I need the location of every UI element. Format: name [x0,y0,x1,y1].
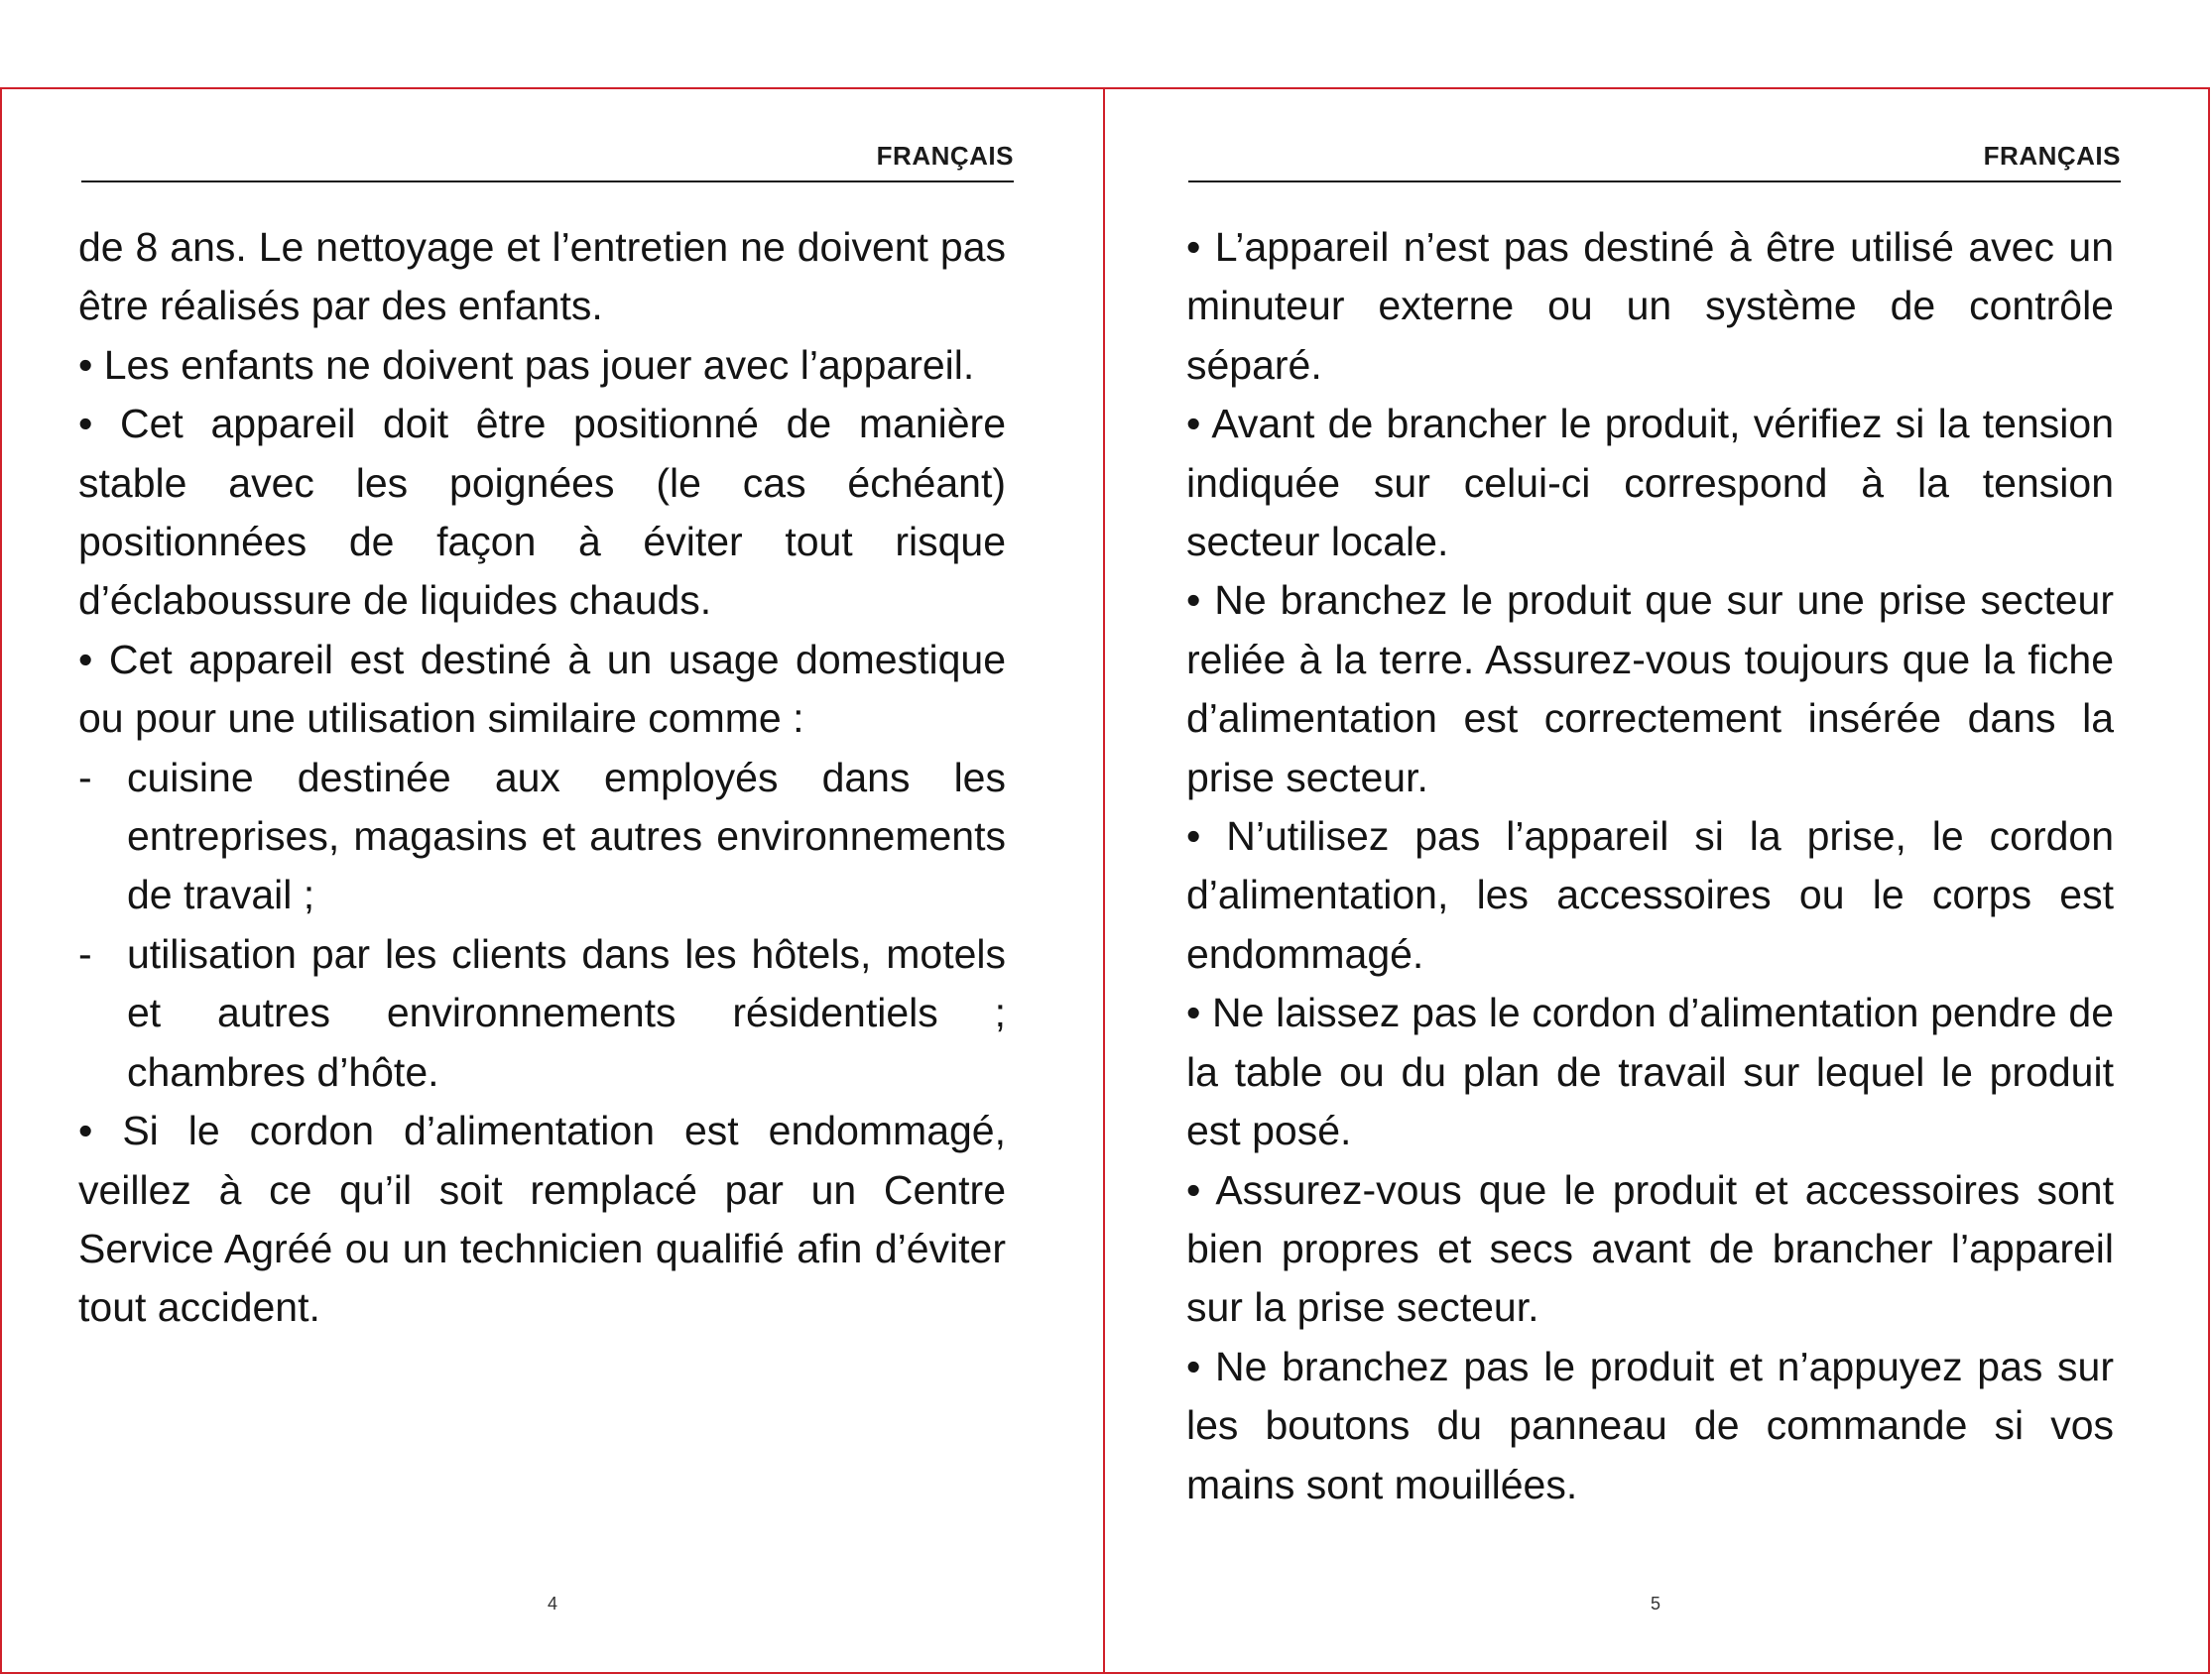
page-number: 5 [1650,1594,1660,1614]
dash-list-item [78,749,1006,925]
page-header [81,141,1014,182]
language-label: FRANÇAIS [876,141,1014,171]
paragraph: • N’utilisez pas l’appareil si la prise, le cordon d’alimentation, les accessoires ou le corps est endommagé. [1186,813,2114,977]
paragraph: • L’appareil n’est pas destiné à être utilisé avec un minuteur externe ou un système de contrôle séparé. [1186,224,2114,388]
right-page [1103,87,2210,1674]
paragraph: de 8 ans. Le nettoyage et l’entretien ne doivent pas être réalisés par des enfants. [78,224,1006,329]
paragraph: • Ne branchez pas le produit et n’appuyez pas sur les boutons du panneau de commande si vos mains sont mouillées. [1186,1343,2114,1507]
paragraph: • Si le cordon d’alimentation est endommagé, veillez à ce qu’il soit remplacé par un Centre Service Agréé ou un technicien qualifié afin d’éviter tout accident. [78,1108,1006,1331]
page-header [1188,141,2121,182]
document-spread [0,87,2210,1674]
paragraph: • Ne branchez le produit que sur une prise secteur reliée à la terre. Assurez-vous toujours que la fiche d’alimentation est correctement insérée dans la prise secteur. [1186,577,2114,800]
paragraph: • Les enfants ne doivent pas jouer avec l’appareil. [78,341,975,388]
language-label: FRANÇAIS [1983,141,2121,171]
dash-list-item [78,925,1006,1102]
dash-marker: - [78,930,92,977]
paragraph: • Avant de brancher le produit, vérifiez si la tension indiquée sur celui-ci correspond à la tension secteur locale. [1186,401,2114,565]
page-body [1186,218,2114,1514]
left-page [0,87,1107,1674]
paragraph: • Assurez-vous que le produit et accessoires sont bien propres et secs avant de brancher l’appareil sur la prise secteur. [1186,1166,2114,1331]
dash-marker: - [78,754,92,800]
dash-item-text: cuisine destinée aux employés dans les entreprises, magasins et autres environnements de travail ; [127,754,1006,918]
page-number: 4 [547,1594,557,1614]
paragraph: • Cet appareil est destiné à un usage domestique ou pour une utilisation similaire comme : [78,636,1006,742]
dash-item-text: utilisation par les clients dans les hôtels, motels et autres environnements résidentiels ; chambres d’hôte. [127,930,1006,1095]
page-body [78,218,1006,1338]
paragraph: • Ne laissez pas le cordon d’alimentation pendre de la table ou du plan de travail sur lequel le produit est posé. [1186,990,2114,1154]
paragraph: • Cet appareil doit être positionné de manière stable avec les poignées (le cas échéant) positionnées de façon à éviter tout risque d’éclaboussure de liquides chauds. [78,401,1006,624]
